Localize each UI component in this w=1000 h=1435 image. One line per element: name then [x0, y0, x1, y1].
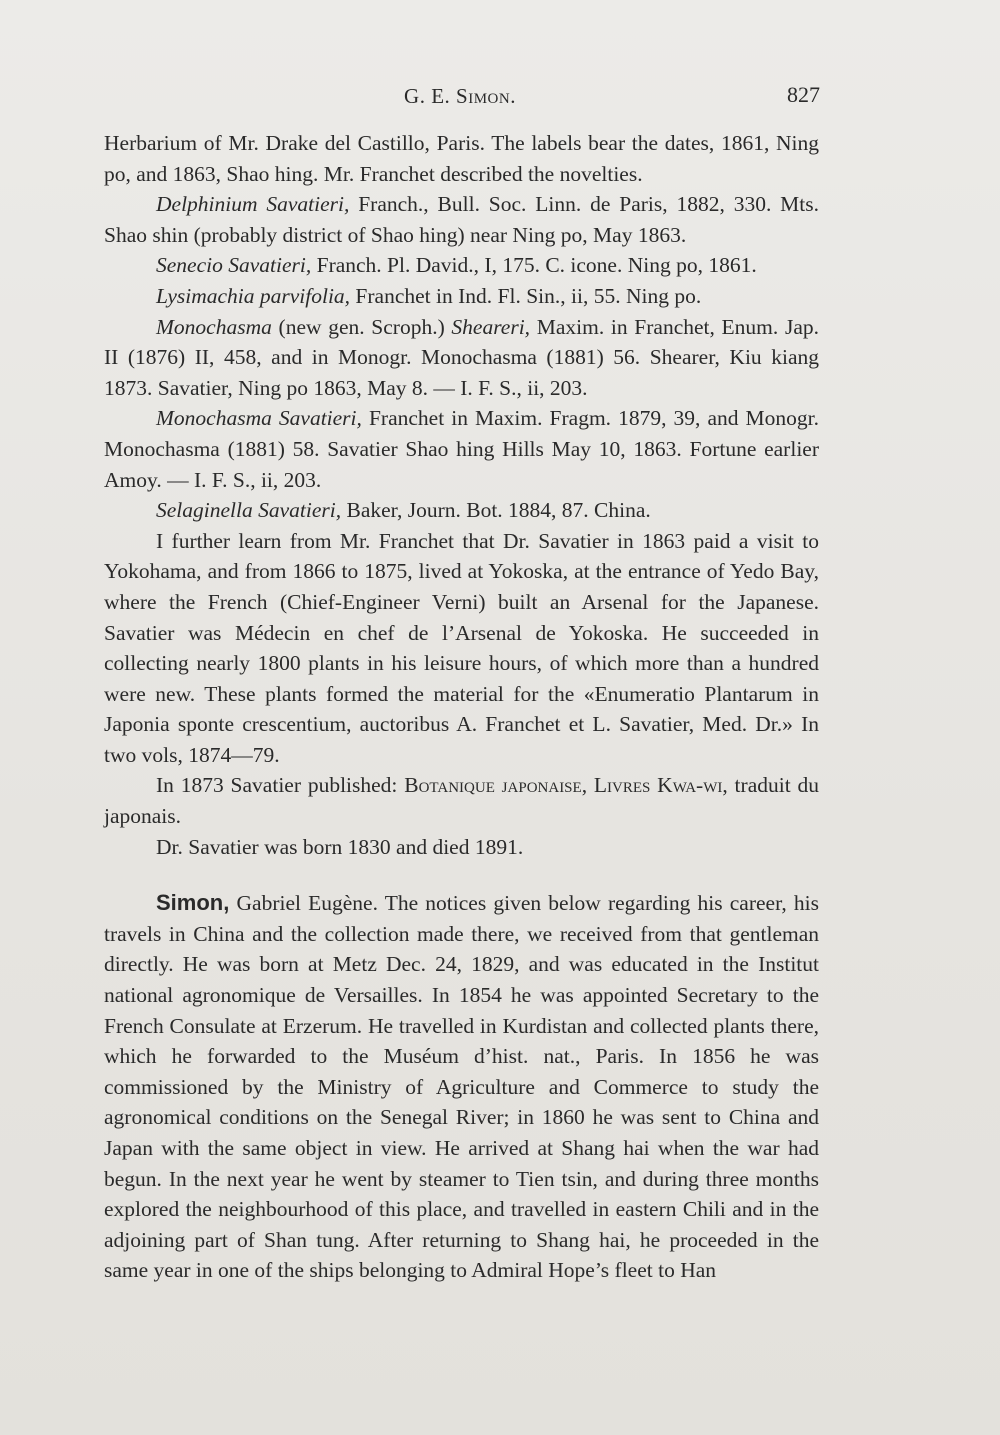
entry-delphinium: Delphinium Savatieri, Franch., Bull. Soc. Linn. de Paris, 1882, 330. Mts. Shao shin (probably district of Shao hing) near Ning po, May 1863.: [104, 192, 819, 247]
species-name: Sheareri,: [451, 314, 531, 339]
section-gap: [104, 862, 819, 888]
running-head-initials: G. E.: [404, 84, 457, 108]
entry-monochasma-sheareri: Monochasma (new gen. Scroph.) Sheareri, Maxim. in Franchet, Enum. Jap. II (1876) II, 458, and in Monogr. Monochasma (1881) 56. Shearer, Kiu kiang 1873. Savatier, Ning po 1863, May 8. — I. F. S., ii, 203.: [104, 314, 819, 400]
paragraph-publication: In 1873 Savatier published: Botanique japonaise, Livres Kwa-wi, traduit du japonais.: [104, 773, 820, 829]
genus-name: Monochasma: [156, 314, 272, 339]
entry-selaginella: Selaginella Savatieri, Baker, Journ. Bot. 1884, 87. China.: [156, 498, 651, 523]
paragraph-simon: Simon, Gabriel Eugène. The notices given below regarding his career, his travels in China and the collection made there, we received from that gentleman directly. He was born at Metz Dec. 24, 1829, and was educated in the Institut national agronomique de Versailles. In 1854 he was appointed Secretary to the French Consulate at Erzerum. He travelled in Kurdistan and collected plants there, which he forwarded to the Muséum d’hist. nat., Paris. In 1856 he was commissioned by the Ministry of Agriculture and Commerce to study the agronomical conditions on the Senegal River; in 1860 he was sent to China and Japan with the same object in view. He arrived at Shang hai when the war had begun. In the next year he went by steamer to Tien tsin, and during three months explored the neighbourhood of this place, and travelled in eastern Chili and in the adjoining part of Shan tung. After returning to Shang hai, he proceeded in the same year in one of the ships belonging to Admiral Hope’s fleet to Han: [104, 890, 819, 1283]
entry-lysimachia: Lysimachia parvifolia, Franchet in Ind. Fl. Sin., ii, 55. Ning po.: [156, 283, 702, 308]
page-number: 827: [787, 82, 820, 107]
entry-monochasma-savatieri: Monochasma Savatieri, Franchet in Maxim. Fragm. 1879, 39, and Monogr. Monochasma (1881) 58. Savatier Shao hing Hills May 10, 1863. Fortune earlier Amoy. — I. F. S., ii, 203.: [104, 406, 819, 492]
paragraph-herbarium: Herbarium of Mr. Drake del Castillo, Paris. The labels bear the dates, 1861, Ning po, and 1863, Shao hing. Mr. Franchet described the novelties.: [104, 131, 819, 186]
running-head-name: Simon.: [456, 84, 516, 108]
species-name: Delphinium Savatieri,: [156, 192, 350, 217]
page-body: [104, 128, 819, 1286]
page-header: [100, 84, 820, 116]
species-name: Senecio Savatieri,: [156, 253, 312, 278]
paragraph-born-died: Dr. Savatier was born 1830 and died 1891.: [156, 834, 524, 859]
entry-senecio: Senecio Savatieri, Franch. Pl. David., I, 175. C. icone. Ning po, 1861.: [156, 253, 757, 278]
species-name: Monochasma Savatieri,: [156, 406, 362, 431]
species-name: Selaginella Savatieri,: [156, 498, 342, 523]
paragraph-yokohama: I further learn from Mr. Franchet that Dr. Savatier in 1863 paid a visit to Yokohama, and from 1866 to 1875, lived at Yokoska, at the entrance of Yedo Bay, where the French (Chief-Engineer Verni) built an Arsenal for the Japanese. Savatier was Médecin en chef de l’Arsenal de Yokoska. He succeeded in collecting nearly 1800 plants in his leisure hours, of which more than a hundred were new. These plants formed the material for the «Enumeratio Plantarum in Japonia sponte crescentium, auctoribus A. Franchet et L. Savatier, Med. Dr.» In two vols, 1874—79.: [104, 528, 819, 767]
entry-heading-name: Simon,: [156, 890, 230, 916]
book-title: Botanique japonaise, Livres Kwa-wi,: [404, 773, 728, 798]
running-head: [100, 84, 820, 109]
species-name: Lysimachia parvifolia,: [156, 283, 351, 308]
